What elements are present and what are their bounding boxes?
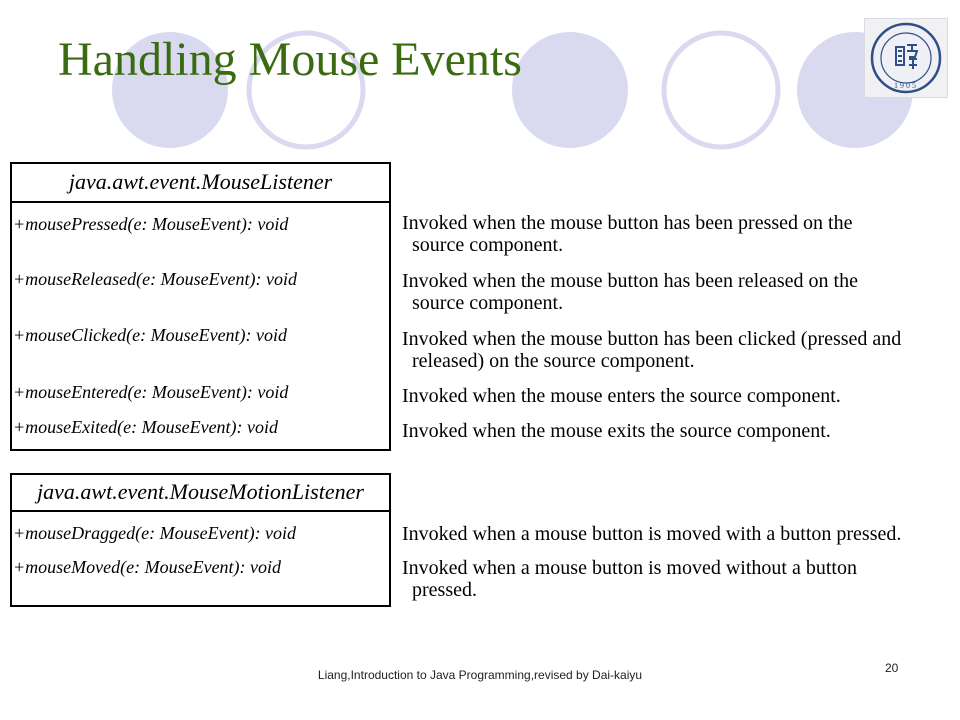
page-number: 20 — [885, 661, 899, 675]
desc-mouse-exited — [402, 420, 950, 442]
desc-line: Invoked when the mouse button has been released on the — [402, 270, 858, 292]
desc-line: released) on the source component. — [412, 350, 695, 372]
desc-line: source component. — [412, 292, 564, 314]
desc-mouse-moved — [402, 557, 950, 601]
desc-line: Invoked when the mouse button has been pressed on the — [402, 212, 853, 234]
desc-line: pressed. — [412, 579, 477, 601]
mouse-motion-listener-class-name: java.awt.event.MouseMotionListener — [12, 475, 389, 512]
method-mouse-pressed: +mousePressed(e: MouseEvent): void — [13, 214, 289, 234]
desc-line: Invoked when a mouse button is moved without a button — [402, 557, 857, 579]
desc-line: Invoked when the mouse enters the source component. — [402, 385, 841, 407]
seal-year: 1905 — [894, 81, 918, 90]
mouse-listener-class-name: java.awt.event.MouseListener — [12, 164, 389, 203]
method-mouse-exited: +mouseExited(e: MouseEvent): void — [13, 417, 279, 437]
method-mouse-dragged: +mouseDragged(e: MouseEvent): void — [13, 523, 297, 543]
decor-circle-3 — [512, 32, 628, 148]
method-mouse-moved: +mouseMoved(e: MouseEvent): void — [13, 557, 282, 577]
method-mouse-entered: +mouseEntered(e: MouseEvent): void — [13, 382, 289, 402]
mouse-listener-box — [10, 162, 391, 451]
method-mouse-released: +mouseReleased(e: MouseEvent): void — [13, 269, 298, 289]
desc-line: Invoked when the mouse button has been clicked (pressed and — [402, 328, 902, 350]
desc-line: Invoked when a mouse button is moved with a button pressed. — [402, 523, 902, 545]
desc-line: source component. — [412, 234, 564, 256]
decor-circle-4 — [664, 33, 778, 147]
desc-mouse-released — [402, 270, 950, 314]
desc-mouse-pressed — [402, 212, 950, 256]
mouse-motion-listener-box — [10, 473, 391, 607]
slide-title: Handling Mouse Events — [58, 33, 522, 86]
university-seal-icon — [864, 18, 948, 98]
desc-mouse-entered — [402, 385, 950, 407]
desc-mouse-clicked — [402, 328, 950, 372]
desc-line: Invoked when the mouse exits the source component. — [402, 420, 831, 442]
footer-credit: Liang,Introduction to Java Programming,revised by Dai-kaiyu — [317, 668, 643, 682]
desc-mouse-dragged — [402, 523, 950, 545]
method-mouse-clicked: +mouseClicked(e: MouseEvent): void — [13, 325, 288, 345]
